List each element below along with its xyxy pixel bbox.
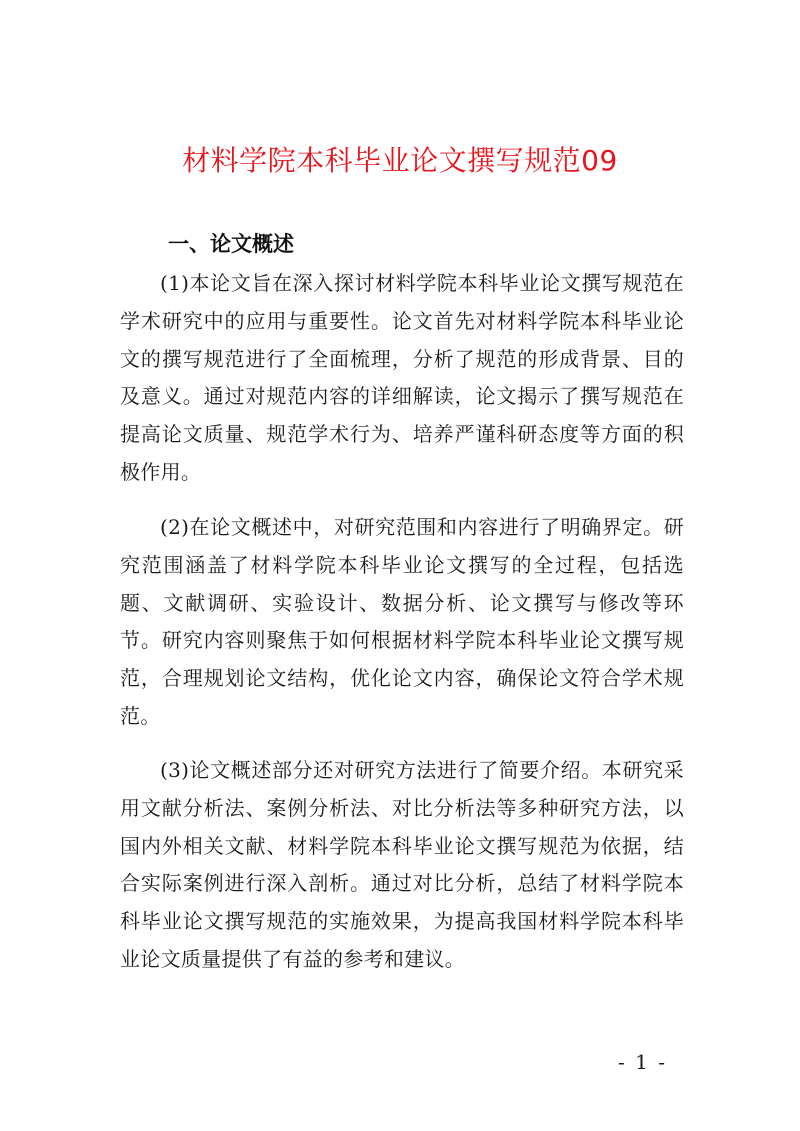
paragraph-2: (2)在论文概述中，对研究范围和内容进行了明确界定。研究范围涵盖了材料学院本科毕业论文撰写的全过程，包括选题、文献调研、实验设计、数据分析、论文撰写与修改等环节。研究内容则聚焦于如何根据材料学院本科毕业论文撰写规范，合理规划论文结构，优化论文内容，确保论文符合学术规范。: [120, 515, 684, 728]
section-heading: 一、论文概述: [168, 232, 294, 256]
page-number: - 1 -: [618, 1050, 667, 1074]
paragraph-3: (3)论文概述部分还对研究方法进行了简要介绍。本研究采用文献分析法、案例分析法、对比分析法等多种研究方法，以国内外相关文献、材料学院本科毕业论文撰写规范为依据，结合实际案例进行深入剖析。通过对比分析，总结了材料学院本科毕业论文撰写规范的实施效果，为提高我国材料学院本科毕业论文质量提供了有益的参考和建议。: [120, 758, 684, 971]
document-title: 材料学院本科毕业论文撰写规范09: [182, 144, 618, 177]
paragraph-1: (1)本论文旨在深入探讨材料学院本科毕业论文撰写规范在学术研究中的应用与重要性。论文首先对材料学院本科毕业论文的撰写规范进行了全面梳理，分析了规范的形成背景、目的及意义。通过对规范内容的详细解读，论文揭示了撰写规范在提高论文质量、规范学术行为、培养严谨科研态度等方面的积极作用。: [120, 271, 684, 484]
